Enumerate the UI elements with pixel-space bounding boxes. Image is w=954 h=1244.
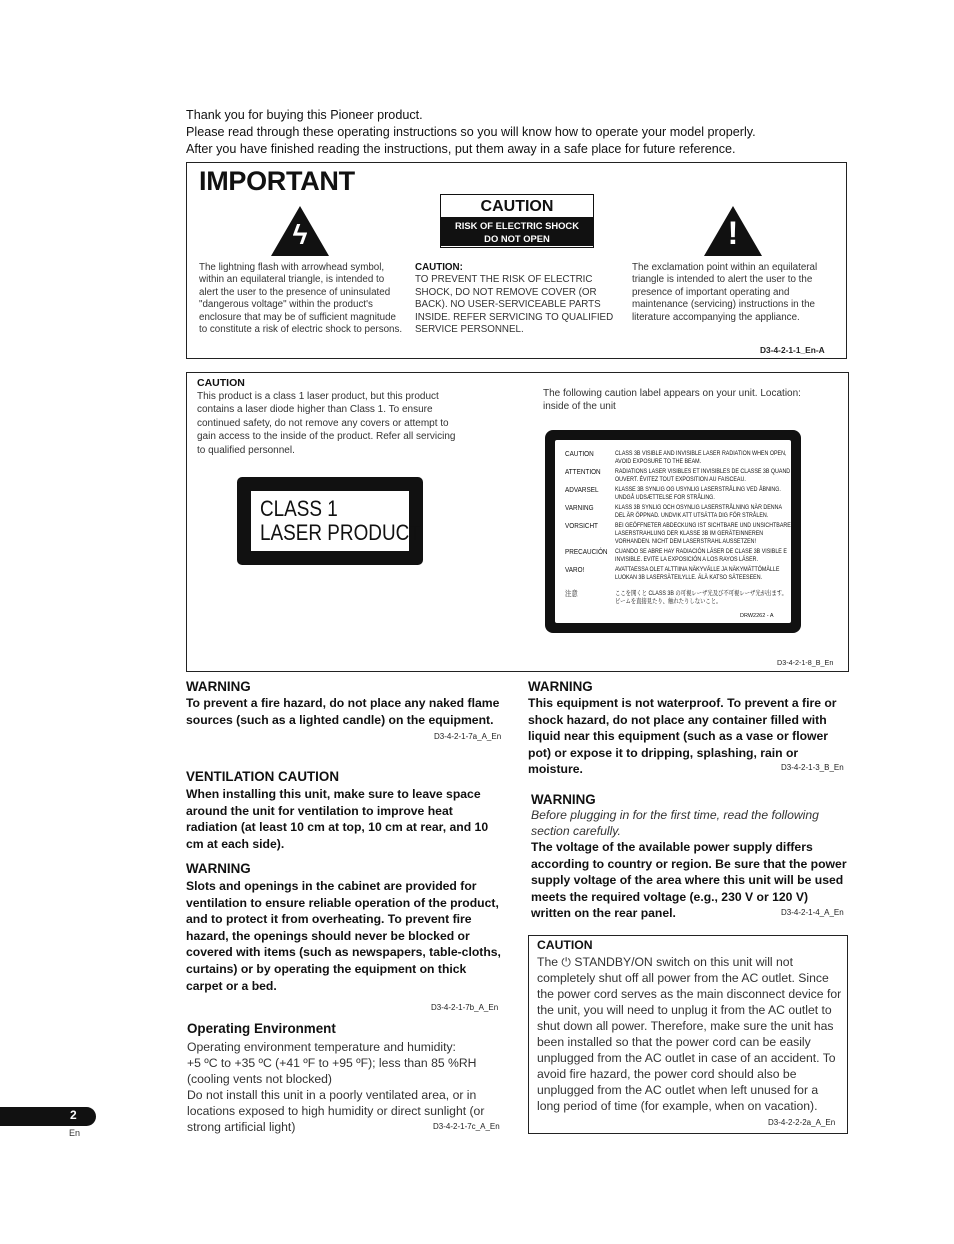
label-text: AVATTAESSA OLET ALTTIINA NÄKYVÄLLE JA NÄKYMÄTTÖMÄLLE LUOKAN 3B LASERSÄTEILYLLE. ÄLÄ KATSO SÄTEESEEN. [615, 566, 780, 581]
warning-text: This equipment is not waterproof. To prevent a fire or shock hazard, do not place any container filled with liquid near this equipment (such as a vase or flower pot) or expose it to dripping, splashing, rain or moisture. [528, 696, 837, 777]
code-ref: D3-4-2-1-7a_A_En [434, 732, 502, 741]
warning-heading: WARNING [528, 679, 593, 694]
class1-line: CLASS 1 [260, 496, 338, 521]
caution-heading: CAUTION [537, 938, 593, 952]
label-text: ここを開くと CLASS 3B の可視レーザ光及び不可視レーザ光が出ます。ビームを直接見たり、触れたりしないこと。 [615, 590, 787, 605]
label-lang: ATTENTION [565, 467, 601, 476]
lightning-description: The lightning flash with arrowhead symbol, within an equilateral triangle, is intended to alert the user to the presence of uninsulated "dangerous voltage" within the product's enclosure that may be of sufficient magnitude to constitute a risk of electric shock to persons. [199, 262, 403, 336]
environment-line: +5 ºC to +35 ºC (+41 ºF to +95 ºF); less than 85 %RH (cooling vents not blocked) [187, 1056, 477, 1086]
code-ref: D3-4-2-1-3_B_En [781, 763, 844, 772]
warning-heading: WARNING [186, 679, 251, 694]
label-code: DRW2262 - A [740, 613, 774, 619]
code-ref: D3-4-2-1-4_A_En [781, 908, 844, 917]
intro-line: Thank you for buying this Pioneer product. [186, 108, 423, 122]
ventilation-heading: VENTILATION CAUTION [186, 769, 339, 784]
warning-text: Slots and openings in the cabinet are provided for ventilation to ensure reliable operation of the product, and to protect it from overheating. To prevent fire hazard, the openings should never be blocked or covered with items (such as newspapers, table-cloths, curtains) or by operating the equipment on thick carpet or a bed. [186, 879, 501, 993]
label-text: KLASS 3B SYNLIG OCH OSYNLIG LASERSTRÅLNING NÄR DENNA DEL ÄR ÖPPNAD. UNDVIK ATT UTSÄTTA DIG FÖR STRÅLEN. [615, 504, 782, 519]
warning-heading: WARNING [186, 861, 251, 876]
label-location-text: The following caution label appears on your unit. Location: inside of the unit [543, 388, 801, 413]
label-lang: ADVARSEL [565, 485, 599, 494]
warning-text: To prevent a fire hazard, do not place any naked flame sources (such as a lighted candle) on the equipment. [186, 696, 500, 727]
class1-line: LASER PRODUCT [260, 520, 421, 545]
environment-text [187, 1039, 509, 1135]
caution-label-line: RISK OF ELECTRIC SHOCK [455, 220, 579, 231]
environment-line: Do not install this unit in a poorly ventilated area, or in locations exposed to high humidity or direct sunlight (or strong artificial light) [187, 1088, 485, 1134]
label-text: CUANDO SE ABRE HAY RADIACIÓN LÁSER DE CLASE 3B VISIBLE E INVISIBLE. EVITE LA EXPOSICIÓN A LOS RAYOS LÁSER. [615, 548, 787, 563]
label-lang: VARNING [565, 503, 594, 512]
label-lang: VARO! [565, 565, 585, 574]
page-language: En [69, 1128, 81, 1138]
code-ref: D3-4-2-1-8_B_En [777, 658, 834, 667]
caution-text: The ⏻ STANDBY/ON switch on this unit will not completely shut off all power from the AC outlet. Since the power cord serves as the main disconnect device for the unit, you will need to unplug it from the AC outlet to shut down all power. Therefore, make sure the unit has been installed so that the power cord can be easily unplugged from the AC outlet in case of an accident. To avoid fire hazard, the power cord should also be unplugged from the AC outlet when left unused for a long period of time (for example, when on vacation). [537, 955, 842, 1113]
intro-line: Please read through these operating instructions so you will know how to operate your model properly. [186, 125, 756, 139]
laser-caution-heading: CAUTION [197, 377, 245, 389]
label-lang: VORSICHT [565, 521, 598, 530]
caution-heading: CAUTION: [415, 262, 463, 273]
intro [186, 107, 846, 158]
label-lang: 注意 [565, 589, 578, 598]
environment-heading: Operating Environment [187, 1021, 336, 1036]
important-title: IMPORTANT [199, 166, 355, 196]
class1-laser-label [237, 477, 423, 565]
laser-caution-text: This product is a class 1 laser product, but this product contains a laser diode higher than Class 1. To ensure continued safety, do not remove any covers or attempt to gain access to the inside of the product. Refer all servicing to qualified personnel. [197, 391, 456, 456]
caution-label-title: CAUTION [480, 198, 554, 215]
page-number: 2 [70, 1108, 77, 1122]
label-text: CLASS 3B VISIBLE AND INVISIBLE LASER RADIATION WHEN OPEN, AVOID EXPOSURE TO THE BEAM. [615, 450, 787, 465]
label-text: RADIATIONS LASER VISIBLES ET INVISIBLES DE CLASSE 3B QUAND OUVERT. ÉVITEZ TOUT EXPOSITION AU FAISCEAU. [615, 468, 791, 483]
code-ref: D3-4-2-2-2a_A_En [768, 1118, 836, 1127]
exclamation-description: The exclamation point within an equilateral triangle is intended to alert the user to the presence of important operating and maintenance (servicing) instructions in the literature accompanying the appliance. [632, 262, 818, 323]
environment-line: Operating environment temperature and humidity: [187, 1040, 456, 1054]
intro-line: After you have finished reading the instructions, put them away in a safe place for future reference. [186, 142, 736, 156]
caution-text: TO PREVENT THE RISK OF ELECTRIC SHOCK, DO NOT REMOVE COVER (OR BACK). NO USER-SERVICEABLE PARTS INSIDE. REFER SERVICING TO QUALIFIED SERVICE PERSONNEL. [415, 274, 614, 336]
code-ref: D3-4-2-1-1_En-A [760, 345, 825, 355]
label-text: KLASSE 3B SYNLIG OG USYNLIG LASERSTRÅLING VED ÅBNING. UNDGÅ UDSÆTTELSE FOR STRÅLING. [615, 486, 781, 501]
warning-heading: WARNING [531, 792, 596, 807]
caution-label-subtitle [441, 217, 593, 246]
ventilation-text: When installing this unit, make sure to leave space around the unit for ventilation to improve heat radiation (at least 10 cm at top, 10 cm at rear, and 10 cm at each side). [186, 787, 489, 851]
caution-label [440, 194, 594, 248]
page-number-tab [0, 1107, 96, 1126]
caution-text-block [415, 262, 619, 336]
caution-label-line: DO NOT OPEN [484, 233, 550, 244]
label-text: BEI GEÖFFNETER ABDECKUNG IST SICHTBARE UND UNSICHTBARE LASERSTRAHLUNG DER KLASSE 3B IM GERÄTEINNEREN VORHANDEN. NICHT DEM LASERSTRAHL AUSSETZEN! [615, 522, 791, 545]
label-lang: PRECAUCIÓN [565, 547, 608, 556]
laser-warning-label [545, 430, 801, 633]
code-ref: D3-4-2-1-7b_A_En [431, 1003, 499, 1012]
label-lang: CAUTION [565, 449, 594, 458]
warning-text: The voltage of the available power supply differs according to country or region. Be sure that the power supply voltage of the area where this unit will be used meets the required voltage (e.g., 230 V or 120 V) written on the rear panel. [531, 840, 847, 921]
code-ref: D3-4-2-1-7c_A_En [433, 1122, 500, 1131]
warning-italic-text: Before plugging in for the first time, read the following section carefully. [531, 808, 819, 838]
